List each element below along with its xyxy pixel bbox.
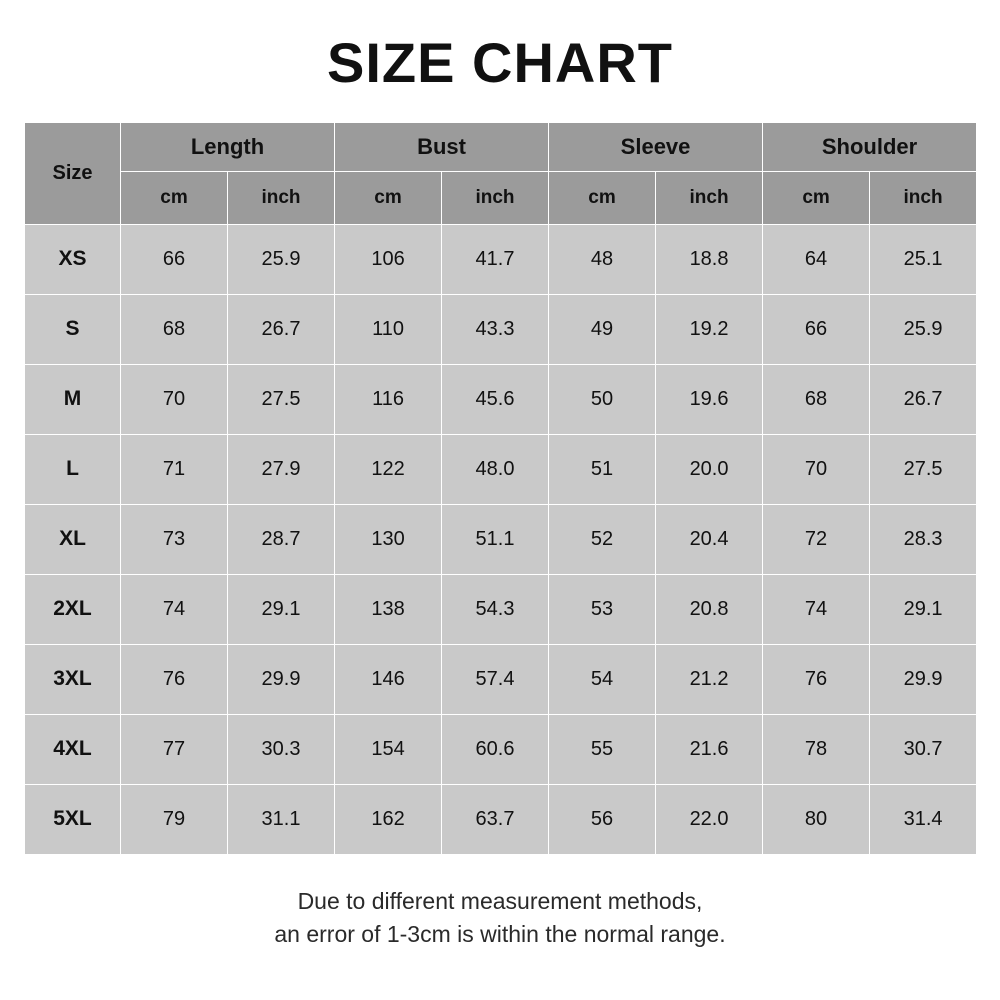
cell-shoulder-cm: 78 — [763, 714, 870, 784]
cell-length-cm: 77 — [121, 714, 228, 784]
cell-length-inch: 27.9 — [228, 434, 335, 504]
cell-sleeve-cm: 53 — [549, 574, 656, 644]
cell-sleeve-cm: 51 — [549, 434, 656, 504]
cell-length-inch: 28.7 — [228, 504, 335, 574]
cell-bust-inch: 48.0 — [442, 434, 549, 504]
size-label: 3XL — [25, 644, 121, 714]
cell-bust-cm: 116 — [335, 364, 442, 434]
cell-sleeve-cm: 52 — [549, 504, 656, 574]
table-row — [25, 224, 977, 294]
cell-length-inch: 25.9 — [228, 224, 335, 294]
cell-sleeve-inch: 20.0 — [656, 434, 763, 504]
cell-sleeve-inch: 19.6 — [656, 364, 763, 434]
column-group-shoulder: Shoulder — [763, 122, 977, 171]
size-label: 4XL — [25, 714, 121, 784]
cell-length-cm: 73 — [121, 504, 228, 574]
size-label: 5XL — [25, 784, 121, 854]
cell-shoulder-cm: 68 — [763, 364, 870, 434]
cell-bust-inch: 41.7 — [442, 224, 549, 294]
size-chart-table — [24, 122, 977, 855]
cell-length-inch: 27.5 — [228, 364, 335, 434]
cell-bust-inch: 43.3 — [442, 294, 549, 364]
cell-shoulder-cm: 76 — [763, 644, 870, 714]
cell-sleeve-cm: 56 — [549, 784, 656, 854]
unit-header-shoulder-inch: inch — [870, 171, 977, 224]
table-header — [25, 122, 977, 224]
cell-shoulder-inch: 29.9 — [870, 644, 977, 714]
cell-length-cm: 70 — [121, 364, 228, 434]
unit-header-shoulder-cm: cm — [763, 171, 870, 224]
unit-header-sleeve-inch: inch — [656, 171, 763, 224]
cell-sleeve-inch: 20.4 — [656, 504, 763, 574]
cell-bust-inch: 60.6 — [442, 714, 549, 784]
cell-sleeve-cm: 55 — [549, 714, 656, 784]
cell-sleeve-inch: 19.2 — [656, 294, 763, 364]
size-label: L — [25, 434, 121, 504]
cell-sleeve-cm: 50 — [549, 364, 656, 434]
cell-bust-cm: 106 — [335, 224, 442, 294]
unit-header-length-inch: inch — [228, 171, 335, 224]
cell-length-inch: 30.3 — [228, 714, 335, 784]
cell-shoulder-cm: 74 — [763, 574, 870, 644]
cell-shoulder-cm: 64 — [763, 224, 870, 294]
cell-bust-cm: 122 — [335, 434, 442, 504]
cell-length-cm: 66 — [121, 224, 228, 294]
table-row — [25, 434, 977, 504]
table-row — [25, 714, 977, 784]
cell-shoulder-inch: 29.1 — [870, 574, 977, 644]
cell-sleeve-inch: 21.2 — [656, 644, 763, 714]
cell-shoulder-inch: 25.1 — [870, 224, 977, 294]
cell-bust-inch: 45.6 — [442, 364, 549, 434]
size-label: 2XL — [25, 574, 121, 644]
unit-header-bust-cm: cm — [335, 171, 442, 224]
cell-length-inch: 29.1 — [228, 574, 335, 644]
cell-bust-cm: 110 — [335, 294, 442, 364]
table-row — [25, 504, 977, 574]
size-label: XL — [25, 504, 121, 574]
cell-shoulder-cm: 72 — [763, 504, 870, 574]
unit-header-length-cm: cm — [121, 171, 228, 224]
cell-sleeve-inch: 18.8 — [656, 224, 763, 294]
cell-length-cm: 76 — [121, 644, 228, 714]
cell-sleeve-cm: 54 — [549, 644, 656, 714]
cell-bust-inch: 51.1 — [442, 504, 549, 574]
table-row — [25, 574, 977, 644]
page-title: SIZE CHART — [327, 31, 673, 94]
cell-length-inch: 31.1 — [228, 784, 335, 854]
cell-length-cm: 71 — [121, 434, 228, 504]
cell-length-cm: 79 — [121, 784, 228, 854]
cell-length-inch: 29.9 — [228, 644, 335, 714]
size-label: M — [25, 364, 121, 434]
measurement-note-line-2: an error of 1-3cm is within the normal range. — [274, 920, 726, 947]
cell-bust-inch: 63.7 — [442, 784, 549, 854]
table-body — [25, 224, 977, 854]
cell-shoulder-inch: 26.7 — [870, 364, 977, 434]
cell-bust-cm: 154 — [335, 714, 442, 784]
measurement-note — [274, 885, 725, 952]
cell-sleeve-cm: 48 — [549, 224, 656, 294]
cell-shoulder-inch: 28.3 — [870, 504, 977, 574]
unit-header-sleeve-cm: cm — [549, 171, 656, 224]
unit-header-row — [25, 171, 977, 224]
column-group-length: Length — [121, 122, 335, 171]
group-header-row — [25, 122, 977, 171]
table-row — [25, 294, 977, 364]
column-group-sleeve: Sleeve — [549, 122, 763, 171]
size-label: XS — [25, 224, 121, 294]
table-row — [25, 644, 977, 714]
cell-length-inch: 26.7 — [228, 294, 335, 364]
cell-shoulder-inch: 30.7 — [870, 714, 977, 784]
cell-sleeve-inch: 20.8 — [656, 574, 763, 644]
cell-sleeve-cm: 49 — [549, 294, 656, 364]
cell-length-cm: 68 — [121, 294, 228, 364]
measurement-note-line-1: Due to different measurement methods, — [297, 887, 703, 914]
cell-bust-inch: 54.3 — [442, 574, 549, 644]
cell-shoulder-inch: 27.5 — [870, 434, 977, 504]
cell-sleeve-inch: 22.0 — [656, 784, 763, 854]
table-row — [25, 784, 977, 854]
cell-length-cm: 74 — [121, 574, 228, 644]
cell-shoulder-cm: 70 — [763, 434, 870, 504]
cell-sleeve-inch: 21.6 — [656, 714, 763, 784]
table-row — [25, 364, 977, 434]
cell-shoulder-cm: 66 — [763, 294, 870, 364]
size-chart-table-wrapper — [24, 122, 976, 855]
cell-bust-inch: 57.4 — [442, 644, 549, 714]
cell-bust-cm: 162 — [335, 784, 442, 854]
size-label: S — [25, 294, 121, 364]
column-header-size: Size — [25, 122, 121, 224]
cell-shoulder-cm: 80 — [763, 784, 870, 854]
column-group-bust: Bust — [335, 122, 549, 171]
cell-shoulder-inch: 25.9 — [870, 294, 977, 364]
cell-bust-cm: 130 — [335, 504, 442, 574]
cell-shoulder-inch: 31.4 — [870, 784, 977, 854]
unit-header-bust-inch: inch — [442, 171, 549, 224]
cell-bust-cm: 146 — [335, 644, 442, 714]
cell-bust-cm: 138 — [335, 574, 442, 644]
